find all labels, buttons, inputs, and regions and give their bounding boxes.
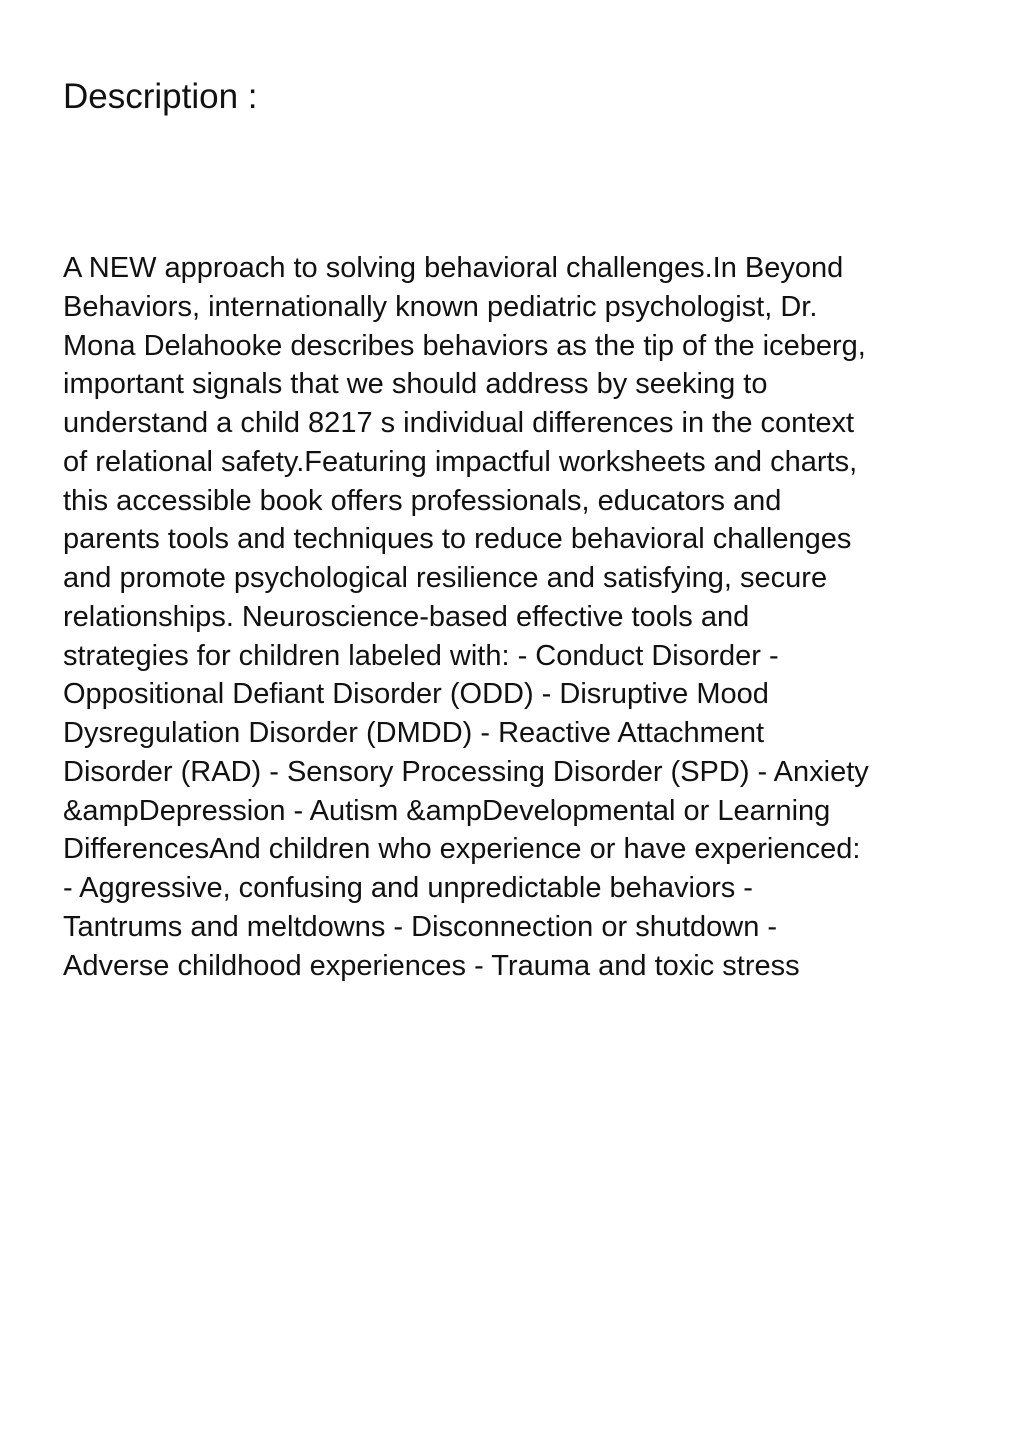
body-line: this accessible book offers professionals, educators and — [63, 484, 782, 517]
body-line: - Aggressive, confusing and unpredictable behaviors - — [63, 872, 753, 904]
body-line: Oppositional Defiant Disorder (ODD) - Disruptive Mood — [63, 678, 769, 711]
description-body — [63, 249, 983, 985]
body-line: Mona Delahooke describes behaviors as the tip of the iceberg, — [63, 329, 866, 362]
body-line: &ampDepression - Autism &ampDevelopmental or Learning — [63, 794, 831, 827]
body-line: DifferencesAnd children who experience or have experienced: — [63, 833, 861, 866]
body-line: important signals that we should address by seeking to — [63, 368, 768, 401]
body-line: A NEW approach to solving behavioral challenges.In Beyond — [63, 252, 844, 284]
body-line: of relational safety.Featuring impactful worksheets and charts, — [63, 445, 858, 478]
body-line: relationships. Neuroscience-based effective tools and — [63, 600, 750, 633]
body-line: Adverse childhood experiences - Trauma and toxic stress — [63, 949, 800, 982]
body-line: Tantrums and meltdowns - Disconnection or shutdown - — [63, 910, 778, 943]
body-line: and promote psychological resilience and satisfying, secure — [63, 562, 828, 594]
description-heading: Description : — [63, 77, 258, 116]
body-line: Behaviors, internationally known pediatric psychologist, Dr. — [63, 290, 818, 323]
body-line: Disorder (RAD) - Sensory Processing Disorder (SPD) - Anxiety — [63, 755, 869, 788]
body-line: understand a child 8217 s individual differences in the context — [63, 407, 855, 439]
body-line: strategies for children labeled with: - Conduct Disorder - — [63, 639, 779, 672]
body-line: Dysregulation Disorder (DMDD) - Reactive Attachment — [63, 717, 765, 749]
body-line: parents tools and techniques to reduce behavioral challenges — [63, 523, 852, 556]
